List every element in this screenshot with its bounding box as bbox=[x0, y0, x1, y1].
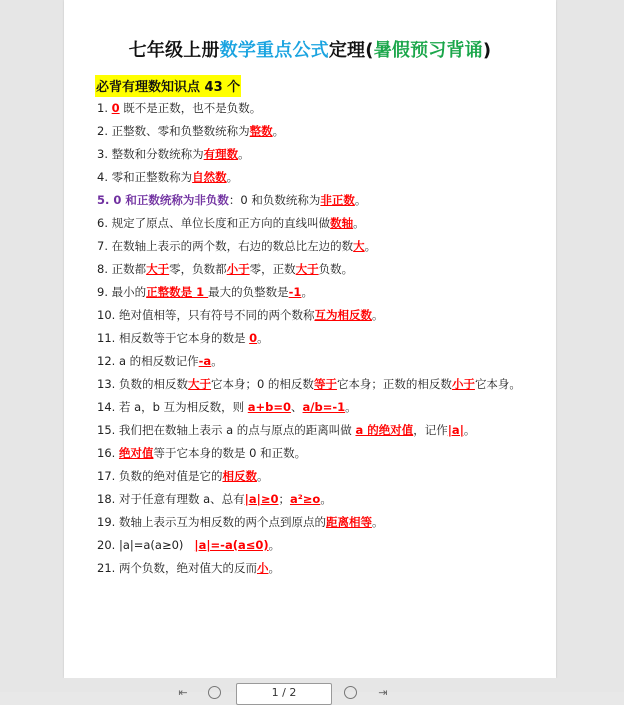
list-item: 15. 我们把在数轴上表示 a 的点与原点的距离叫做 a 的绝对值，记作|a|。 bbox=[97, 423, 476, 437]
list-item: 21. 两个负数，绝对值大的反而小。 bbox=[97, 561, 280, 575]
answer: a/b=-1 bbox=[302, 400, 346, 414]
answer: 小于 bbox=[226, 262, 250, 276]
answer: 大 bbox=[353, 239, 365, 253]
first-page-icon[interactable]: ⇤ bbox=[178, 686, 188, 699]
list-item: 20. |a|=a(a≥0) |a|=-a(a≤0)。 bbox=[97, 538, 281, 552]
list-item: 9. 最小的正整数是 1 最大的负整数是-1。 bbox=[97, 285, 313, 299]
list-item: 4. 零和正整数称为自然数。 bbox=[97, 170, 239, 184]
answer: 大于 bbox=[187, 377, 211, 391]
page-number-input[interactable]: 1 / 2 bbox=[236, 683, 332, 705]
page-title bbox=[64, 36, 556, 62]
answer: 数轴 bbox=[330, 216, 354, 230]
list-item: 19. 数轴上表示互为相反数的两个点到原点的距离相等。 bbox=[97, 515, 384, 529]
list-item: 13. 负数的相反数大于它本身；0 的相反数等于它本身；正数的相反数小于它本身。 bbox=[97, 377, 521, 391]
answer: |a|≥0 bbox=[244, 492, 279, 506]
list-item: 2. 正整数、零和负整数统称为整数。 bbox=[97, 124, 285, 138]
answer: -a bbox=[198, 354, 212, 368]
title-part-1: 七年级上册 bbox=[128, 40, 220, 61]
list-item: 5. 0 和正数统称为非负数：0 和负数统称为非正数。 bbox=[97, 193, 367, 207]
answer: a 的绝对值 bbox=[355, 423, 414, 437]
answer: 0 bbox=[111, 101, 120, 115]
list-item: 16. 绝对值等于它本身的数是 0 和正数。 bbox=[97, 446, 307, 460]
list-item: 6. 规定了原点、单位长度和正方向的直线叫做数轴。 bbox=[97, 216, 365, 230]
list-item: 1. 0 既不是正数，也不是负数。 bbox=[97, 101, 262, 115]
list-item: 10. 绝对值相等，只有符号不同的两个数称互为相反数。 bbox=[97, 308, 384, 322]
next-page-icon[interactable] bbox=[344, 686, 357, 699]
title-part-5: ) bbox=[482, 40, 492, 61]
answer: 非正数 bbox=[320, 193, 355, 207]
document-page bbox=[64, 0, 556, 678]
answer: 整数 bbox=[249, 124, 273, 138]
list-item: 7. 在数轴上表示的两个数，右边的数总比左边的数大。 bbox=[97, 239, 377, 253]
answer: 小于 bbox=[451, 377, 475, 391]
answer: 大于 bbox=[146, 262, 170, 276]
answer: -1 bbox=[288, 285, 302, 299]
prev-page-icon[interactable] bbox=[208, 686, 221, 699]
list-item: 14. 若 a，b 互为相反数，则 a+b=0、a/b=-1。 bbox=[97, 400, 357, 414]
list-item: 8. 正数都大于零，负数都小于零，正数大于负数。 bbox=[97, 262, 354, 276]
answer: 0 bbox=[249, 331, 258, 345]
title-part-3: 定理( bbox=[328, 40, 374, 61]
list-item: 12. a 的相反数记作-a。 bbox=[97, 354, 223, 368]
answer: 自然数 bbox=[192, 170, 227, 184]
answer: 绝对值 bbox=[118, 446, 154, 460]
answer: 等于 bbox=[313, 377, 337, 391]
answer: a²≥o bbox=[289, 492, 321, 506]
answer: 大于 bbox=[295, 262, 319, 276]
last-page-icon[interactable]: ⇥ bbox=[378, 686, 388, 699]
answer: |a| bbox=[447, 423, 464, 437]
answer: 正整数是 1 bbox=[146, 285, 209, 299]
list-item: 17. 负数的绝对值是它的相反数。 bbox=[97, 469, 269, 483]
title-part-4: 暑假预习背诵 bbox=[373, 40, 483, 61]
list-item: 3. 整数和分数统称为有理数。 bbox=[97, 147, 250, 161]
answer: |a|=-a(a≤0) bbox=[194, 538, 269, 552]
answer: a+b=0 bbox=[247, 400, 292, 414]
answer: 有理数 bbox=[203, 147, 239, 161]
title-part-2: 数学重点公式 bbox=[219, 40, 329, 61]
list-item: 18. 对于任意有理数 a、总有|a|≥0；a²≥o。 bbox=[97, 492, 332, 506]
answer: 相反数 bbox=[222, 469, 257, 483]
answer: 小 bbox=[256, 561, 269, 575]
answer: 距离相等 bbox=[325, 515, 372, 529]
list-item: 11. 相反数等于它本身的数是 0。 bbox=[97, 331, 269, 345]
knowledge-list bbox=[97, 97, 527, 580]
answer: 互为相反数 bbox=[314, 308, 372, 322]
section-heading: 必背有理数知识点 43 个 bbox=[95, 75, 241, 97]
